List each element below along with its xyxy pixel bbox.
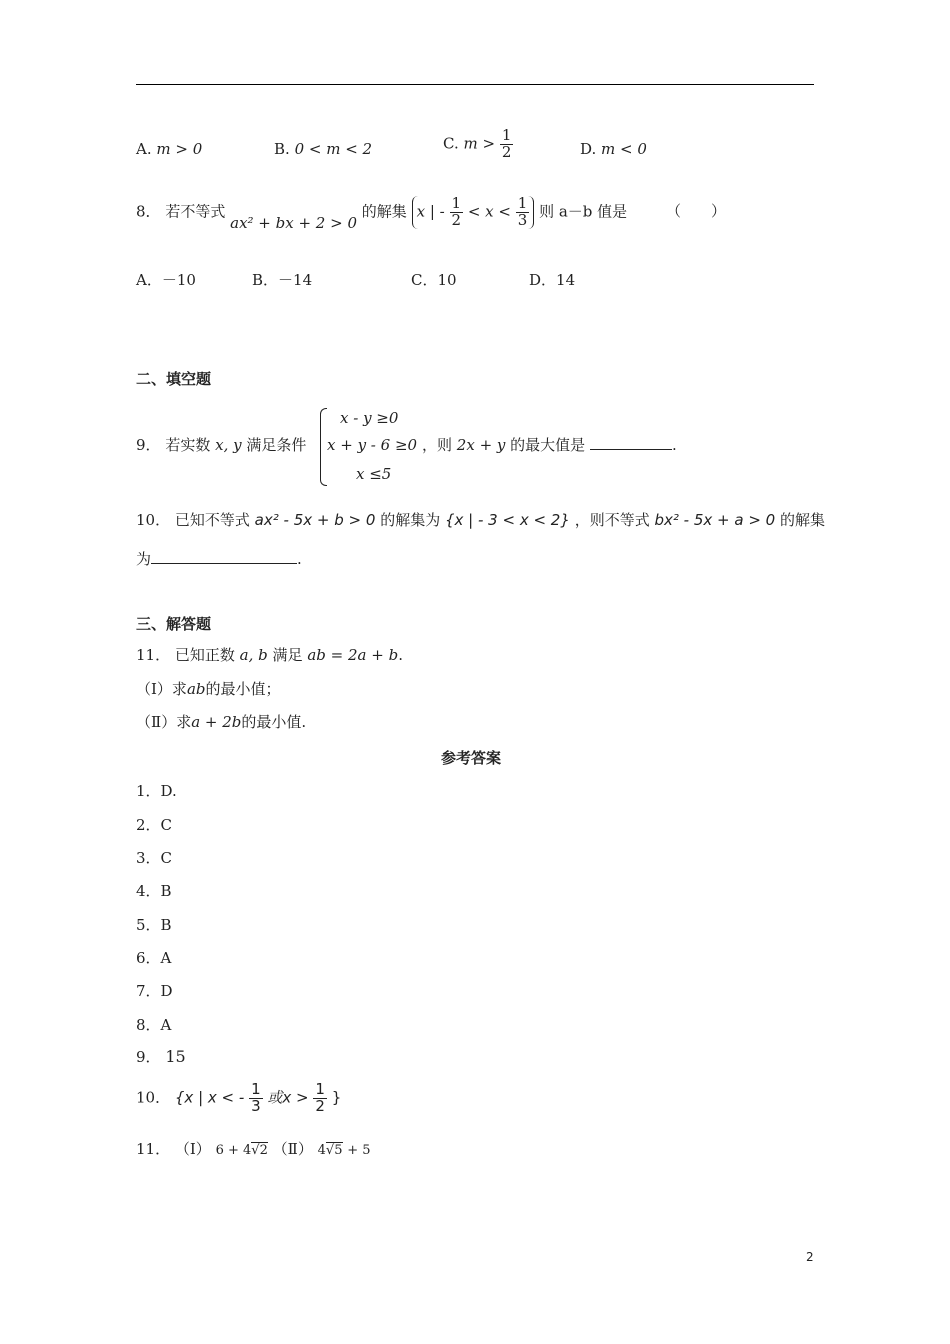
question-text: 为 [136,550,152,568]
question-9-tail [422,434,677,455]
q7-option-a [136,140,202,158]
option-label: C. [443,134,459,153]
answer-item: 6．A [136,949,172,967]
answer-item: 3．C [136,849,173,867]
question-8 [136,194,726,233]
section-title: 二、填空题 [136,370,212,388]
question-text: 满足 [272,646,303,664]
fraction-numerator: 1 [315,1080,325,1098]
option-b: B．－14 [252,271,313,289]
answer-value: 15 [165,1047,186,1066]
question-text: 的最大值是 [510,436,586,454]
section-title: 三、解答题 [136,615,212,633]
answers-title: 参考答案 [441,749,502,767]
answer-expr: 6 + 4 [215,1143,252,1158]
question-11-part2 [136,711,306,732]
question-number: 11． [136,646,171,664]
answer-9 [136,1046,186,1067]
question-number: 10． [136,511,171,529]
system-brace [320,408,327,486]
math-expr: a + 2b [191,713,242,731]
part-label: （Ⅰ）求 [136,680,187,698]
part-label: （Ⅱ） [272,1140,313,1158]
answer-blank[interactable] [151,549,297,564]
answer-label: 9． [136,1048,161,1066]
math-expr: 2x + y [456,436,506,454]
part-label: （Ⅰ） [174,1140,211,1158]
answer-11 [136,1138,371,1159]
inequality-expr: bx² - 5x + a > 0 [654,511,776,529]
math-expr: ab [186,680,206,698]
fraction-numerator: 1 [251,1080,261,1098]
punctuation: . [398,646,403,664]
math-vars: x, y [215,436,242,454]
answer-item: 1．D. [136,782,177,800]
answer-paren: （ ） [665,202,726,221]
inequality-expr: ax² - 5x + b > 0 [254,511,376,529]
question-11-part1 [136,678,281,699]
radicand: 5 [334,1143,343,1158]
answer-blank[interactable] [590,435,672,450]
option-expr: m > 0 [156,140,203,158]
question-text: ，则 [422,436,453,454]
answer-expr: + 5 [347,1143,371,1158]
question-text: 若实数 [165,436,211,454]
answer-item: 5．B [136,916,172,934]
question-text: 的解集 [361,202,407,221]
punctuation: . [297,550,302,568]
constraint-2: x + y - 6 ≥0 [327,436,418,454]
solution-set [412,196,535,229]
q7-option-c [443,128,513,161]
option-label: B. [274,140,290,158]
constraint-1: x - y ≥0 [340,409,399,427]
option-label: D. [580,140,597,158]
sqrt: √5 [325,1143,343,1158]
option-a: A．－10 [136,271,196,289]
fraction-denominator: 2 [501,142,512,161]
fraction-numerator: 1 [517,194,528,212]
set-expr: < x < [467,202,511,221]
header-rule [136,84,814,85]
math-vars: a, b [239,646,268,664]
answer-expr: {x | x < - [174,1088,245,1107]
fraction-numerator: 1 [451,194,462,212]
question-10 [136,509,825,530]
math-expr: ab = 2a + b [307,646,399,664]
punctuation: . [671,436,677,454]
question-text: 已知不等式 [174,511,250,529]
sqrt: √2 [251,1143,268,1158]
question-text: 的最小值. [241,713,307,731]
fraction-denominator: 2 [315,1096,325,1115]
question-text: 的最小值； [205,680,281,698]
fraction [516,196,530,229]
question-text: ，则不等式 [574,511,650,529]
answer-expr: 4 [317,1143,326,1158]
answer-item: 4．B [136,882,172,900]
option-label: A. [136,140,152,158]
fraction [450,196,464,229]
option-expr: m < 0 [601,140,647,158]
fraction-denominator: 2 [451,210,462,229]
answer-expr: 或x > [267,1088,309,1107]
answer-item: 8．A [136,1016,172,1034]
set-expr: x | - [416,202,445,221]
q7-option-d [580,140,647,158]
option-c: C．10 [411,271,457,289]
fraction-denominator: 3 [517,210,528,229]
option-d: D．14 [529,271,576,289]
question-text: 的解集为 [380,511,441,529]
constraint-3: x ≤5 [356,465,392,483]
question-9 [136,434,306,455]
answer-10 [136,1082,341,1115]
fraction [249,1082,263,1115]
fraction-denominator: 3 [251,1096,261,1115]
fraction [313,1082,327,1115]
inequality-expr: ax² + bx + 2 > 0 [230,214,358,233]
question-text: 若不等式 [165,202,226,221]
answer-item: 7．D [136,982,173,1000]
answer-expr: } [331,1088,342,1107]
question-10-line2 [136,548,302,569]
option-expr: m > [463,134,496,153]
q7-option-b [274,140,372,158]
answer-label: 10． [136,1088,171,1107]
question-text: 则 a－b 值是 [539,202,628,221]
question-number: 8． [136,202,161,221]
question-text: 的解集 [780,511,826,529]
fraction [500,128,514,161]
set-expr: {x | - 3 < x < 2} [444,511,570,529]
question-11 [136,644,403,665]
question-text: 已知正数 [174,646,235,664]
part-label: （Ⅱ）求 [136,713,192,731]
fraction-numerator: 1 [501,126,512,144]
question-number: 9． [136,436,161,454]
question-text: 满足条件 [246,436,307,454]
answer-item: 2．C [136,816,173,834]
answer-label: 11． [136,1140,171,1158]
radicand: 2 [259,1143,268,1158]
page-number: 2 [806,1250,814,1264]
option-expr: 0 < m < 2 [294,140,373,158]
